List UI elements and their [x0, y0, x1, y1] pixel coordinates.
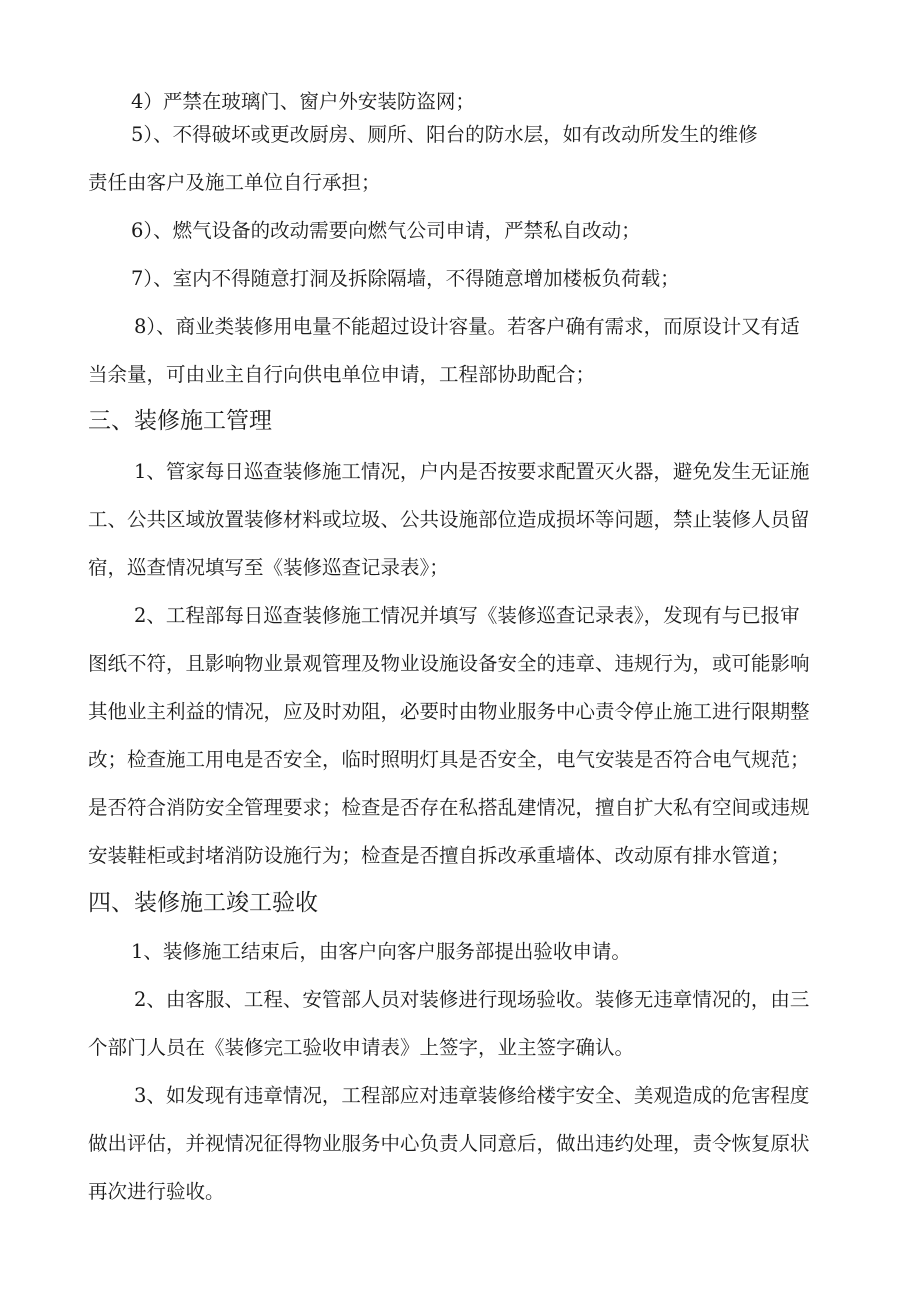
section-3-paragraph-1-line-3: 宿，巡查情况填写至《装修巡查记录表》； [88, 556, 449, 579]
section-4-paragraph-2-line-1: 2、由客服、工程、安管部人员对装修进行现场验收。装修无违章情况的，由三 [134, 988, 810, 1011]
rule-item-5-line-1: 5）、不得破坏或更改厨房、厕所、阳台的防水层，如有改动所发生的维修 [131, 123, 758, 146]
section-3-paragraph-2-line-1: 2、工程部每日巡查装修施工情况并填写《装修巡查记录表》，发现有与已报审 [134, 604, 800, 627]
section-3-paragraph-2-line-5: 是否符合消防安全管理要求；检查是否存在私搭乱建情况，擅自扩大私有空间或违规 [88, 796, 810, 819]
section-4-paragraph-1: 1、装修施工结束后，由客户向客户服务部提出验收申请。 [131, 940, 631, 963]
section-4-paragraph-3-line-3: 再次进行验收。 [88, 1180, 225, 1203]
section-3-paragraph-2-line-3: 其他业主利益的情况，应及时劝阻，必要时由物业服务中心责令停止施工进行限期整 [88, 700, 810, 723]
section-4-paragraph-3-line-2: 做出评估，并视情况征得物业服务中心负责人同意后，做出违约处理，责令恢复原状 [88, 1132, 810, 1155]
rule-item-8-line-2: 当余量，可由业主自行向供电单位申请，工程部协助配合； [88, 363, 596, 386]
rule-item-7: 7）、室内不得随意打洞及拆除隔墙，不得随意增加楼板负荷载； [131, 267, 680, 290]
section-4-heading: 四、装修施工竣工验收 [88, 890, 318, 916]
section-4-paragraph-3-line-1: 3、如发现有违章情况，工程部应对违章装修给楼宇安全、美观造成的危害程度 [134, 1084, 810, 1107]
section-3-heading: 三、装修施工管理 [88, 408, 272, 434]
rule-item-5-line-2: 责任由客户及施工单位自行承担； [88, 171, 381, 194]
rule-item-6: 6）、燃气设备的改动需要向燃气公司申请，严禁私自改动； [131, 219, 641, 242]
section-3-paragraph-1-line-1: 1、管家每日巡查装修施工情况，户内是否按要求配置灭火器，避免发生无证施 [134, 460, 810, 483]
rule-item-4: 4）严禁在玻璃门、窗户外安装防盗网； [131, 90, 475, 113]
rule-item-8-line-1: 8）、商业类装修用电量不能超过设计容量。若客户确有需求，而原设计又有适 [134, 315, 800, 338]
section-4-paragraph-2-line-2: 个部门人员在《装修完工验收申请表》上签字，业主签字确认。 [88, 1036, 635, 1059]
section-3-paragraph-2-line-6: 安装鞋柜或封堵消防设施行为；检查是否擅自拆改承重墙体、改动原有排水管道； [88, 844, 791, 867]
section-3-paragraph-1-line-2: 工、公共区域放置装修材料或垃圾、公共设施部位造成损坏等问题，禁止装修人员留 [88, 508, 810, 531]
section-3-paragraph-2-line-2: 图纸不符，且影响物业景观管理及物业设施设备安全的违章、违规行为，或可能影响 [88, 652, 810, 675]
section-3-paragraph-2-line-4: 改；检查施工用电是否安全，临时照明灯具是否安全，电气安装是否符合电气规范； [88, 748, 810, 771]
